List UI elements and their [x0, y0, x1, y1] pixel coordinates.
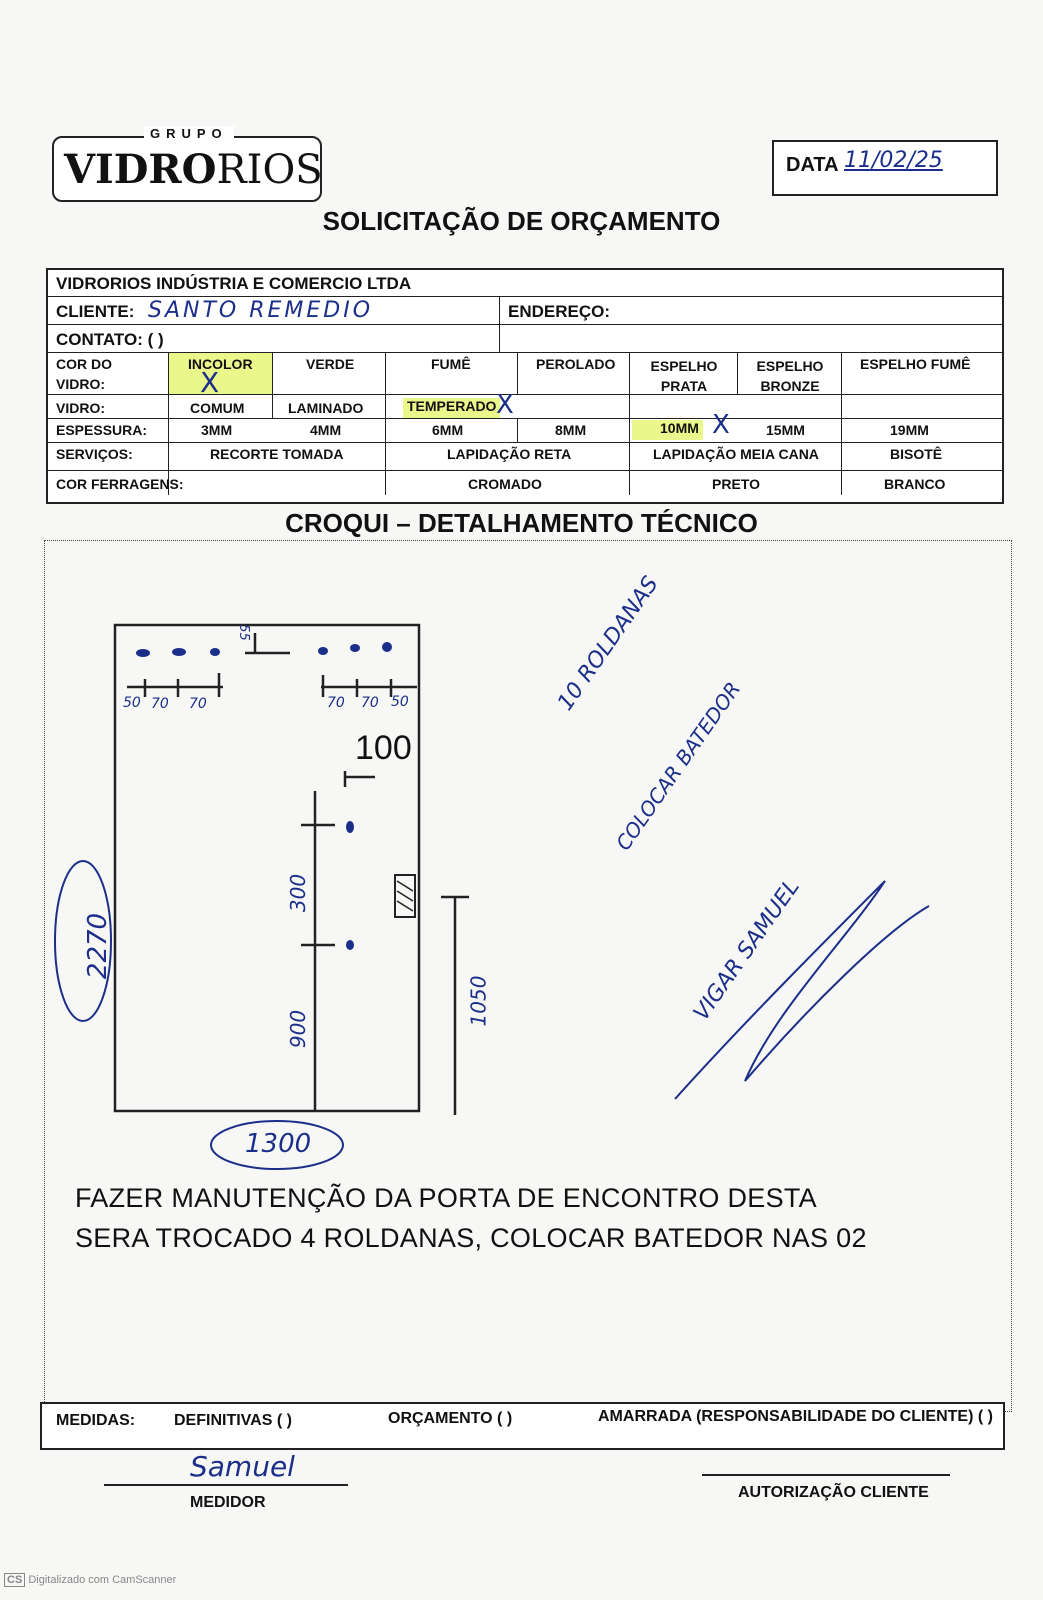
dim-lower: 900: [286, 1009, 311, 1049]
note-rollers: 10 ROLDANAS: [553, 572, 664, 716]
note-line-1: FAZER MANUTENÇÃO DA PORTA DE ENCONTRO DESTA: [75, 1183, 817, 1213]
color-label-2: VIDRO:: [56, 376, 105, 392]
definitive-option: DEFINITIVAS ( ): [174, 1412, 292, 1429]
dim-left-2: 70: [151, 696, 169, 712]
measurer-line: [104, 1484, 348, 1486]
scanner-text: Digitalizado com CamScanner: [28, 1574, 177, 1586]
color-fume: FUMÊ: [431, 356, 471, 372]
lock-hole-2: [346, 940, 354, 950]
dim-right-1: 70: [327, 695, 345, 711]
measurer-label: MEDIDOR: [190, 1494, 266, 1511]
croqui-title: CROQUI – DETALHAMENTO TÉCNICO: [285, 508, 758, 538]
date-box: [772, 140, 998, 196]
page-title: SOLICITAÇÃO DE ORÇAMENTO: [322, 206, 721, 236]
service-bisote: BISOTÊ: [890, 446, 943, 462]
scanner-watermark: [4, 1574, 176, 1586]
thickness-6mm: 6MM: [432, 422, 464, 438]
measures-label: MEDIDAS:: [56, 1412, 136, 1429]
contact-label: CONTATO: ( ): [56, 330, 164, 349]
hardware-branco: BRANCO: [884, 476, 946, 492]
company-name: VIDRORIOS INDÚSTRIA E COMERCIO LTDA: [56, 274, 412, 293]
roller-hole-3: [210, 648, 220, 656]
logo-wordmark: [64, 146, 323, 193]
logo-light: RIOS: [216, 147, 323, 193]
note-batedor: COLOCAR BATEDOR: [611, 677, 746, 855]
color-espelho-prata: ESPELHO PRATA: [650, 358, 718, 394]
client-authorization-label: AUTORIZAÇÃO CLIENTE: [738, 1484, 929, 1501]
address-label: ENDEREÇO:: [508, 302, 611, 321]
dim-right-2: 70: [361, 695, 379, 711]
technical-sketch: [45, 541, 1013, 1413]
glass-comum: COMUM: [190, 400, 245, 416]
measurer-signature: Samuel: [190, 1450, 295, 1483]
thickness-label: ESPESSURA:: [56, 422, 148, 438]
hardware-cromado: CROMADO: [468, 476, 542, 492]
dim-left-1: 50: [123, 695, 141, 711]
thickness-8mm: 8MM: [555, 422, 587, 438]
roller-hole-4: [318, 647, 328, 655]
color-espelho-bronze: ESPELHO BRONZE: [756, 358, 824, 394]
service-meia-cana: LAPIDAÇÃO MEIA CANA: [653, 446, 819, 462]
hardware-label: COR FERRAGENS:: [56, 476, 184, 492]
tied-option: AMARRADA (RESPONSABILIDADE DO CLIENTE) ( ): [598, 1408, 993, 1425]
color-espelho-fume: ESPELHO FUMÊ: [860, 356, 971, 372]
note-signature-name: VIGAR SAMUEL: [689, 874, 805, 1026]
glass-temperado: TEMPERADO: [403, 398, 500, 418]
thickness-19mm: 19MM: [890, 422, 929, 438]
sketch-area: [44, 540, 1012, 1412]
date-value: 11/02/25: [844, 148, 943, 173]
lock-hole-1: [346, 821, 354, 833]
dim-hole-gap: 300: [286, 873, 311, 913]
roller-hole-2: [172, 648, 186, 656]
temperado-mark: X: [496, 390, 514, 420]
client-label: CLIENTE:: [56, 302, 135, 321]
roller-hole-6: [382, 642, 392, 652]
thickness-10mm: 10MM: [632, 420, 703, 440]
thickness-3mm: 3MM: [201, 422, 233, 438]
client-value: SANTO REMEDIO: [148, 298, 374, 323]
color-label-1: COR DO: [56, 356, 112, 372]
glass-label: VIDRO:: [56, 400, 105, 416]
thickness-15mm: 15MM: [766, 422, 805, 438]
dim-right-3: 50: [391, 694, 409, 710]
scanner-badge: CS: [4, 1573, 25, 1587]
glass-laminado: LAMINADO: [288, 400, 364, 416]
roller-hole-5: [350, 644, 360, 652]
note-line-2: SERA TROCADO 4 ROLDANAS, COLOCAR BATEDOR NAS 02: [75, 1223, 867, 1253]
dim-side-offset: 100: [355, 729, 412, 767]
logo-bold: VIDRO: [64, 146, 217, 193]
color-verde: VERDE: [306, 356, 355, 372]
thickness-mark: X: [712, 410, 730, 440]
color-incolor: INCOLOR: [188, 356, 253, 372]
measures-box: [40, 1402, 1005, 1450]
services-label: SERVIÇOS:: [56, 446, 133, 462]
dim-left-3: 70: [189, 696, 207, 712]
logo-grupo-text: GRUPO: [144, 126, 234, 141]
date-label: DATA: [786, 154, 839, 176]
color-perolado: PEROLADO: [536, 356, 616, 372]
company-logo: [52, 126, 323, 202]
client-sign-line: [702, 1474, 950, 1476]
hardware-preto: PRETO: [712, 476, 760, 492]
thickness-4mm: 4MM: [310, 422, 342, 438]
order-form: [46, 268, 1004, 504]
dim-height: 2270: [83, 912, 114, 980]
dim-width: 1300: [245, 1129, 312, 1159]
service-recorte: RECORTE TOMADA: [210, 446, 344, 462]
roller-hole-1: [136, 649, 150, 657]
incolor-mark: X: [200, 366, 220, 399]
budget-option: ORÇAMENTO ( ): [388, 1410, 513, 1427]
dim-top-gap: 55: [235, 624, 251, 641]
service-lapidacao-reta: LAPIDAÇÃO RETA: [447, 446, 572, 462]
dim-side-height: 1050: [466, 975, 491, 1027]
